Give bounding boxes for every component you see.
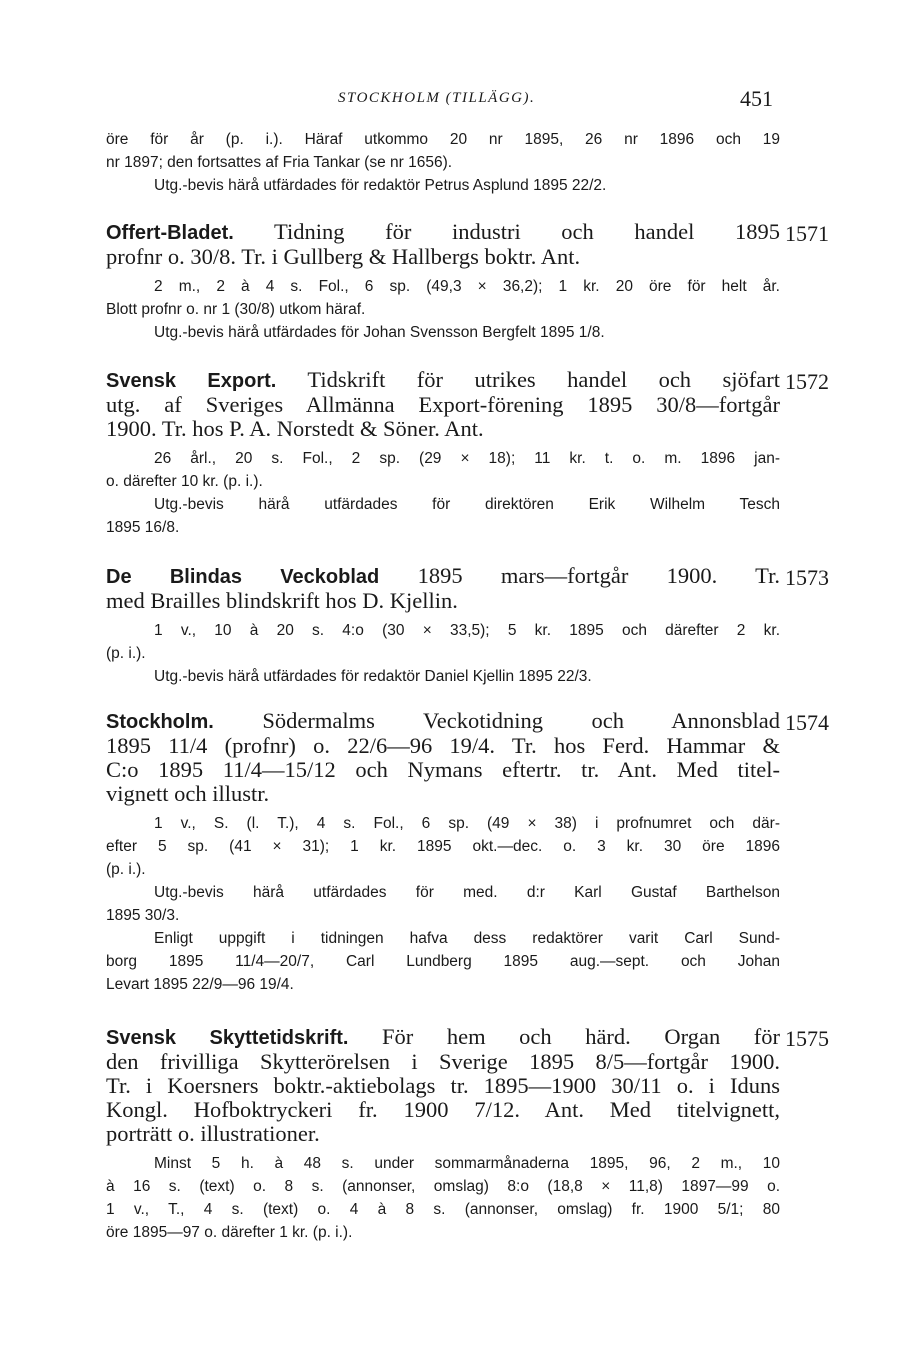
detail-line: à 16 s. (text) o. 8 s. (annonser, omslag) 8:o (18,8 × 11,8) 1897—99 o. [106, 1178, 780, 1195]
entry-first-line [106, 1025, 780, 1050]
text-line: porträtt o. illustrationer. [106, 1121, 320, 1146]
entry-1575 [106, 1025, 780, 1244]
text-line: Utg.-bevis härå utfärdades för redaktör Petrus Asplund 1895 22/2. [154, 177, 607, 194]
text-line: 1895 mars—fortgår 1900. Tr. [417, 563, 781, 588]
intro-paragraph [106, 128, 780, 197]
detail-line: 26 årl., 20 s. Fol., 2 sp. (29 × 18); 11 kr. t. o. m. 1896 jan- [154, 450, 780, 467]
entry-number: 1572 [785, 369, 829, 394]
detail-line: Levart 1895 22/9—96 19/4. [106, 976, 294, 993]
detail-line: 1 v., S. (l. T.), 4 s. Fol., 6 sp. (49 × 38) i profnumret och där- [154, 815, 780, 832]
text-line: vignett och illustr. [106, 781, 270, 806]
entry-first-line [106, 220, 780, 245]
entry-number: 1575 [785, 1026, 829, 1051]
detail-line: 2 m., 2 à 4 s. Fol., 6 sp. (49,3 × 36,2); 1 kr. 20 öre för helt år. [154, 278, 780, 295]
text-line: 1900. Tr. hos P. A. Norstedt & Söner. Ant. [106, 416, 484, 441]
text-line: Tidskrift för utrikes handel och sjöfart [307, 367, 780, 392]
detail-line: Utg.-bevis härå utfärdades för Johan Svensson Bergfelt 1895 1/8. [154, 324, 605, 341]
entry-name: De Blindas Veckoblad [106, 566, 380, 588]
detail-line: 1 v., T., 4 s. (text) o. 4 à 8 s. (annonser, omslag) fr. 1900 5/1; 80 [106, 1201, 780, 1218]
detail-line: (p. i.). [106, 861, 146, 878]
detail-line: Utg.-bevis härå utfärdades för direktören Erik Wilhelm Tesch [154, 496, 780, 513]
text-line: med Brailles blindskrift hos D. Kjellin. [106, 588, 458, 613]
detail-line: Utg.-bevis härå utfärdades för redaktör Daniel Kjellin 1895 22/3. [154, 668, 592, 685]
detail-line: efter 5 sp. (41 × 31); 1 kr. 1895 okt.—dec. o. 3 kr. 30 öre 1896 [106, 838, 780, 855]
text-line: utg. af Sveriges Allmänna Export-förening 1895 30/8—fortgår [106, 392, 780, 417]
running-title: STOCKHOLM (TILLÄGG). [338, 90, 536, 106]
entry-name: Svensk Export. [106, 370, 277, 392]
text-line: Kongl. Hofboktryckeri fr. 1900 7/12. Ant. Med titelvignett, [106, 1097, 780, 1122]
text-line: Tidning för industri och handel 1895 [274, 219, 781, 244]
text-line: C:o 1895 11/4—15/12 och Nymans eftertr. tr. Ant. Med titel- [106, 757, 780, 782]
detail-line: öre 1895—97 o. därefter 1 kr. (p. i.). [106, 1224, 353, 1241]
text-line: 1895 11/4 (profnr) o. 22/6—96 19/4. Tr. hos Ferd. Hammar & [106, 733, 780, 758]
detail-line: Utg.-bevis härå utfärdades för med. d:r Karl Gustaf Barthelson [154, 884, 780, 901]
detail-line: Blott profnr o. nr 1 (30/8) utkom häraf. [106, 301, 366, 318]
detail-line: 1895 30/3. [106, 907, 180, 924]
entry-1571 [106, 220, 780, 344]
entry-first-line [106, 709, 780, 734]
text-line: nr 1897; den fortsattes af Fria Tankar (se nr 1656). [106, 154, 453, 171]
text-line: den frivilliga Skytterörelsen i Sverige 1895 8/5—fortgår 1900. [106, 1049, 780, 1074]
text-line: profnr o. 30/8. Tr. i Gullberg & Hallbergs boktr. Ant. [106, 244, 581, 269]
entry-name: Stockholm. [106, 711, 214, 733]
entry-1574 [106, 709, 780, 996]
entry-number: 1574 [785, 710, 829, 735]
entry-1573 [106, 564, 780, 688]
detail-line: borg 1895 11/4—20/7, Carl Lundberg 1895 aug.—sept. och Johan [106, 953, 780, 970]
detail-line: 1 v., 10 à 20 s. 4:o (30 × 33,5); 5 kr. 1895 och därefter 2 kr. [154, 622, 780, 639]
entry-number: 1573 [785, 565, 829, 590]
text-line: öre för år (p. i.). Häraf utkommo 20 nr 1895, 26 nr 1896 och 19 [106, 131, 780, 148]
page-header [0, 86, 924, 116]
entry-name: Offert-Bladet. [106, 222, 234, 244]
text-line: För hem och härd. Organ för [382, 1024, 780, 1049]
entry-1572 [106, 368, 780, 539]
entry-name: Svensk Skyttetidskrift. [106, 1027, 349, 1049]
detail-line: (p. i.). [106, 645, 146, 662]
detail-line: o. därefter 10 kr. (p. i.). [106, 473, 263, 490]
page-number: 451 [740, 86, 773, 111]
detail-line: 1895 16/8. [106, 519, 180, 536]
text-line: Södermalms Veckotidning och Annonsblad [262, 708, 781, 733]
detail-line: Enligt uppgift i tidningen hafva dess redaktörer varit Carl Sund- [154, 930, 780, 947]
entry-first-line [106, 368, 780, 393]
entry-number: 1571 [785, 221, 829, 246]
detail-line: Minst 5 h. à 48 s. under sommarmånaderna 1895, 96, 2 m., 10 [154, 1155, 780, 1172]
text-line: Tr. i Koersners boktr.-aktiebolags tr. 1895—1900 30/11 o. i Iduns [106, 1073, 780, 1098]
entry-first-line [106, 564, 780, 589]
